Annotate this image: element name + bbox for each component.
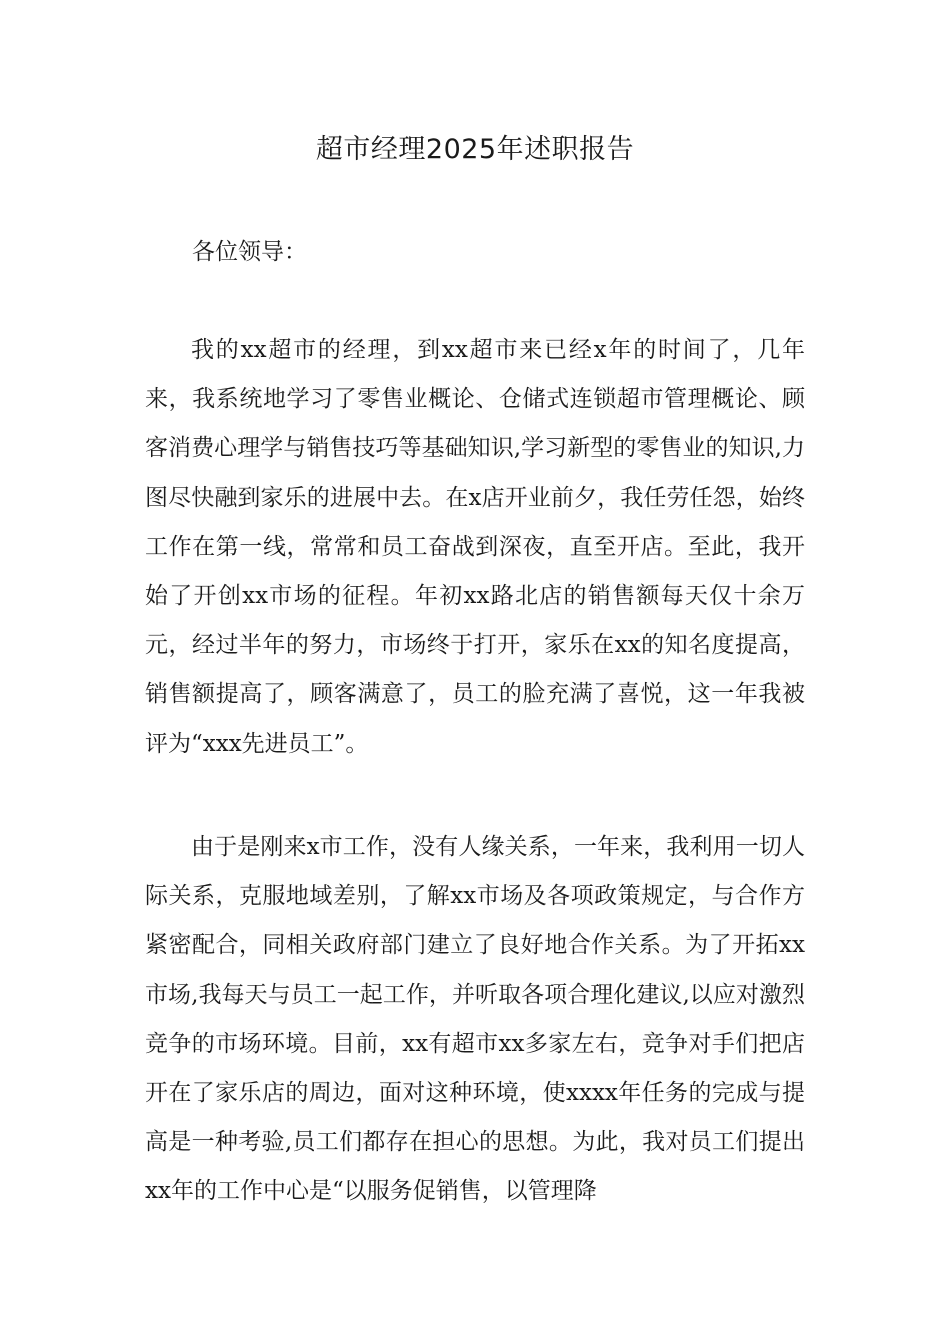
paragraph-2: 由于是刚来x市工作，没有人缘关系，一年来，我利用一切人际关系，克服地域差别，了解xx市场及各项政策规定，与合作方紧密配合，同相关政府部门建立了良好地合作关系。为了开拓xx市场,我每天与员工一起工作，并听取各项合理化建议,以应对激烈竞争的市场环境。目前，xx有超市xx多家左右，竞争对手们把店开在了家乐店的周边，面对这种环境，使xxxx年任务的完成与提高是一种考验,员工们都存在担心的思想。为此，我对员工们提出xx年的工作中心是“以服务促销售，以管理降 [145,834,805,1205]
document-title: 超市经理2025年述职报告 [315,134,635,165]
paragraph-1: 我的xx超市的经理，到xx超市来已经x年的时间了，几年来，我系统地学习了零售业概论、仓储式连锁超市管理概论、顾客消费心理学与销售技巧等基础知识,学习新型的零售业的知识,力图尽快融到家乐的进展中去。在x店开业前夕，我任劳任怨，始终工作在第一线，常常和员工奋战到深夜，直至开店。至此，我开始了开创xx市场的征程。年初xx路北店的销售额每天仅十余万元，经过半年的努力，市场终于打开，家乐在xx的知名度提高，销售额提高了，顾客满意了，员工的脸充满了喜悦，这一年我被评为“xxx先进员工”。 [145,337,805,757]
salutation: 各位领导： [192,239,307,265]
